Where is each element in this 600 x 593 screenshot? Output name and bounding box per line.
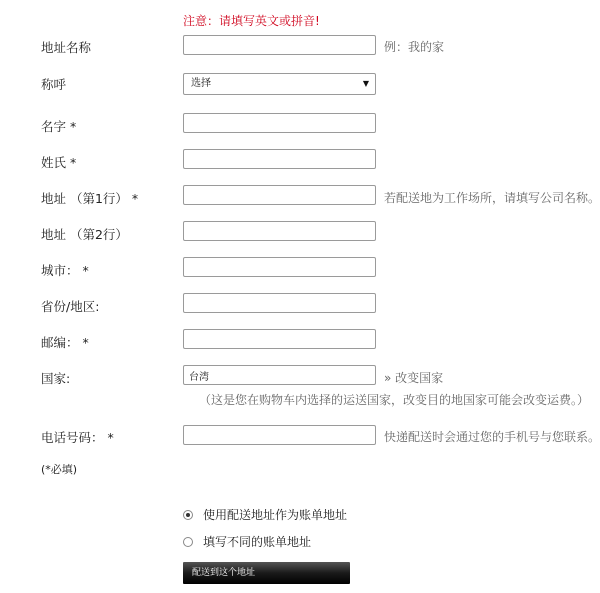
phone-input[interactable] [183, 425, 376, 445]
required-note: (*必填) [41, 463, 78, 476]
phone-label: 电话号码： * [41, 430, 114, 445]
last-name-input[interactable] [183, 149, 376, 169]
postcode-input[interactable] [183, 329, 376, 349]
country-label: 国家: [41, 371, 71, 386]
title-select[interactable] [183, 73, 376, 95]
first-name-label: 名字 * [41, 119, 77, 134]
billing-different-label: 填写不同的账单地址 [203, 535, 312, 549]
address-line1-label: 地址 （第1行） * [41, 191, 139, 206]
radio-unchecked-icon[interactable] [183, 537, 193, 547]
address-name-input[interactable] [183, 35, 376, 55]
first-name-input[interactable] [183, 113, 376, 133]
change-country-link[interactable]: » 改变国家 [384, 371, 444, 385]
address-line2-label: 地址 （第2行） [41, 227, 128, 242]
address-name-hint: 例：我的家 [384, 40, 445, 54]
city-label: 城市： * [41, 263, 89, 278]
radio-checked-icon[interactable] [183, 510, 193, 520]
state-input[interactable] [183, 293, 376, 313]
address-line2-input[interactable] [183, 221, 376, 241]
ship-to-address-button[interactable]: 配送到这个地址 [183, 562, 350, 584]
title-label: 称呼 [41, 77, 67, 92]
address-line1-hint: 若配送地为工作场所，请填写公司名称。 [384, 191, 600, 205]
state-label: 省份/地区: [41, 299, 100, 314]
address-line1-input[interactable] [183, 185, 376, 205]
language-notice: 注意：请填写英文或拼音! [183, 14, 320, 28]
title-select-value: 选择 [191, 78, 211, 89]
address-name-label: 地址名称 [41, 40, 92, 55]
phone-hint: 快递配送时会通过您的手机号与您联系。 [384, 430, 600, 444]
city-input[interactable] [183, 257, 376, 277]
last-name-label: 姓氏 * [41, 155, 77, 170]
postcode-label: 邮编： * [41, 335, 89, 350]
country-input[interactable] [183, 365, 376, 385]
billing-use-shipping-label: 使用配送地址作为账单地址 [203, 508, 348, 522]
country-note: （这是您在购物车内选择的运送国家，改变目的地国家可能会改变运费。） [199, 393, 590, 407]
billing-use-shipping-option[interactable] [183, 506, 347, 523]
dropdown-arrow-icon: ▼ [362, 79, 369, 88]
billing-different-option[interactable] [183, 533, 311, 550]
